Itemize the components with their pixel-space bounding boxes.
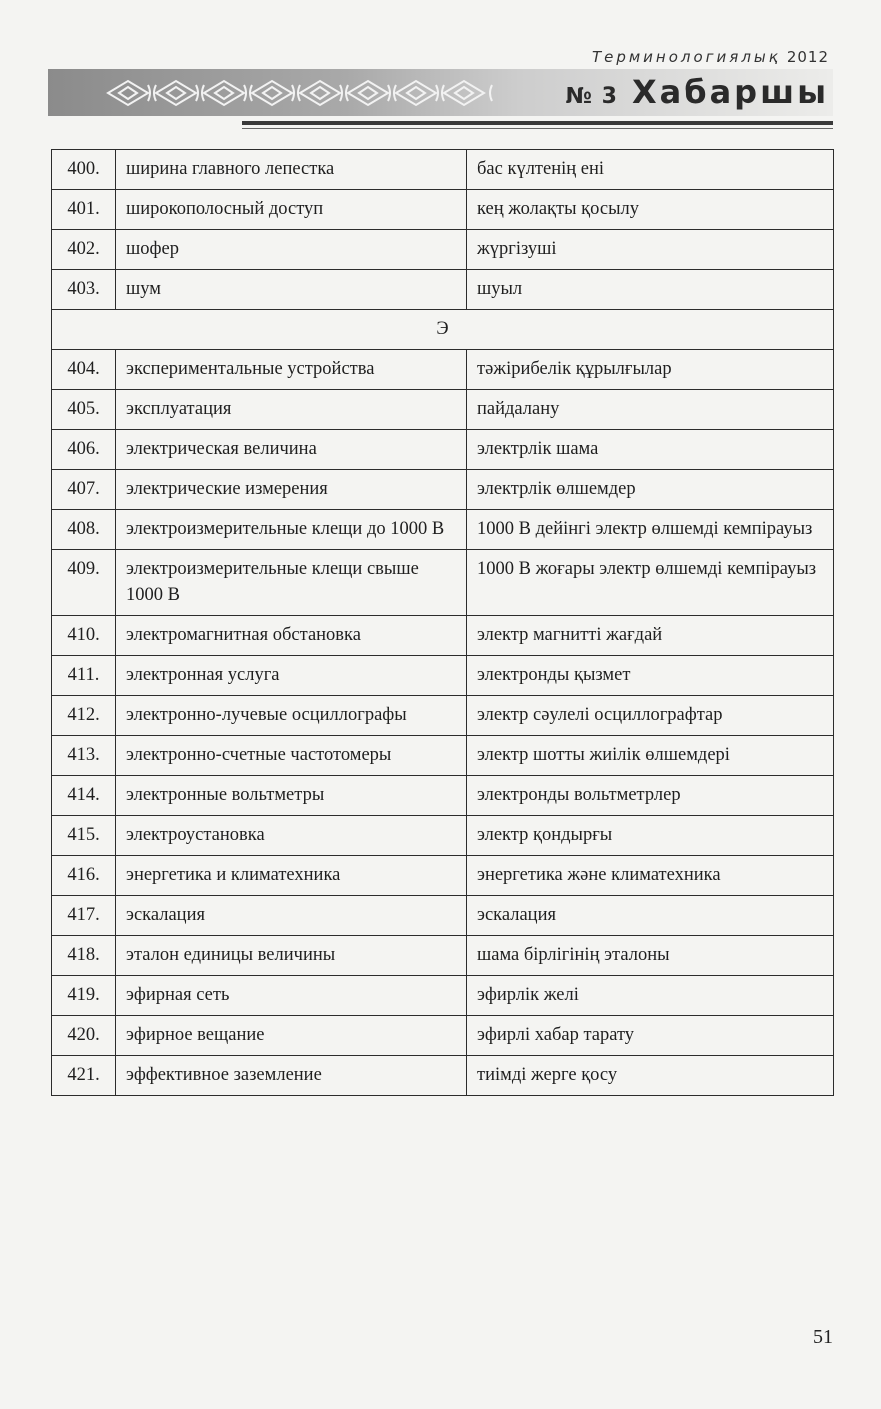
term-russian: шум bbox=[116, 270, 467, 310]
term-kazakh: 1000 В жоғары электр өлшемді кемпірауыз bbox=[467, 550, 834, 616]
table-row bbox=[52, 270, 834, 310]
table-row bbox=[52, 616, 834, 656]
header-rule-thin bbox=[242, 128, 833, 129]
table-row bbox=[52, 776, 834, 816]
term-number: 420. bbox=[52, 1016, 116, 1056]
term-number: 400. bbox=[52, 150, 116, 190]
term-number: 409. bbox=[52, 550, 116, 616]
table-row bbox=[52, 350, 834, 390]
term-kazakh: кең жолақты қосылу bbox=[467, 190, 834, 230]
term-kazakh: шуыл bbox=[467, 270, 834, 310]
term-russian: электронно-счетные частотомеры bbox=[116, 736, 467, 776]
term-russian: электронная услуга bbox=[116, 656, 467, 696]
table-row bbox=[52, 696, 834, 736]
term-kazakh: энергетика және климатехника bbox=[467, 856, 834, 896]
issue-heading bbox=[566, 73, 829, 111]
term-russian: эскалация bbox=[116, 896, 467, 936]
table-row bbox=[52, 816, 834, 856]
table-row bbox=[52, 470, 834, 510]
term-kazakh: шама бірлігінің эталоны bbox=[467, 936, 834, 976]
terms-table bbox=[51, 149, 834, 1096]
table-row bbox=[52, 190, 834, 230]
term-russian: электронные вольтметры bbox=[116, 776, 467, 816]
table-row bbox=[52, 896, 834, 936]
term-kazakh: электр магнитті жағдай bbox=[467, 616, 834, 656]
term-number: 408. bbox=[52, 510, 116, 550]
term-russian: электроизмерительные клещи свыше 1000 В bbox=[116, 550, 467, 616]
table-row bbox=[52, 736, 834, 776]
term-russian: эффективное заземление bbox=[116, 1056, 467, 1096]
term-number: 402. bbox=[52, 230, 116, 270]
term-russian: эксплуатация bbox=[116, 390, 467, 430]
term-number: 411. bbox=[52, 656, 116, 696]
header-banner bbox=[48, 69, 833, 116]
term-number: 407. bbox=[52, 470, 116, 510]
term-russian: широкополосный доступ bbox=[116, 190, 467, 230]
term-kazakh: электр шотты жиілік өлшемдері bbox=[467, 736, 834, 776]
term-russian: энергетика и климатехника bbox=[116, 856, 467, 896]
term-kazakh: жүргізуші bbox=[467, 230, 834, 270]
table-row bbox=[52, 390, 834, 430]
term-number: 421. bbox=[52, 1056, 116, 1096]
table-row bbox=[52, 430, 834, 470]
term-number: 418. bbox=[52, 936, 116, 976]
term-kazakh: эфирлі хабар тарату bbox=[467, 1016, 834, 1056]
term-russian: эфирное вещание bbox=[116, 1016, 467, 1056]
term-number: 401. bbox=[52, 190, 116, 230]
table-row bbox=[52, 976, 834, 1016]
term-kazakh: пайдалану bbox=[467, 390, 834, 430]
issue-number: № 3 bbox=[565, 84, 618, 109]
term-number: 414. bbox=[52, 776, 116, 816]
table-row bbox=[52, 1056, 834, 1096]
table-row bbox=[52, 936, 834, 976]
table-row bbox=[52, 150, 834, 190]
term-russian: электроустановка bbox=[116, 816, 467, 856]
header-rule bbox=[242, 121, 833, 125]
term-russian: эфирная сеть bbox=[116, 976, 467, 1016]
ornament-pattern bbox=[106, 77, 506, 109]
term-russian: электроизмерительные клещи до 1000 В bbox=[116, 510, 467, 550]
table-row bbox=[52, 230, 834, 270]
term-kazakh: 1000 В дейінгі электр өлшемді кемпірауыз bbox=[467, 510, 834, 550]
term-number: 419. bbox=[52, 976, 116, 1016]
term-kazakh: электронды вольтметрлер bbox=[467, 776, 834, 816]
term-russian: эталон единицы величины bbox=[116, 936, 467, 976]
term-number: 403. bbox=[52, 270, 116, 310]
term-number: 406. bbox=[52, 430, 116, 470]
term-kazakh: электрлік өлшемдер bbox=[467, 470, 834, 510]
term-kazakh: эскалация bbox=[467, 896, 834, 936]
term-kazakh: эфирлік желі bbox=[467, 976, 834, 1016]
table-row bbox=[52, 656, 834, 696]
journal-name: Терминологиялық bbox=[591, 48, 781, 66]
term-russian: экспериментальные устройства bbox=[116, 350, 467, 390]
term-kazakh: электр сәулелі осциллографтар bbox=[467, 696, 834, 736]
table-row bbox=[52, 1016, 834, 1056]
term-kazakh: электрлік шама bbox=[467, 430, 834, 470]
term-kazakh: электр қондырғы bbox=[467, 816, 834, 856]
bulletin-name: Хабаршы bbox=[631, 73, 829, 111]
term-kazakh: бас күлтенің ені bbox=[467, 150, 834, 190]
term-russian: шофер bbox=[116, 230, 467, 270]
term-kazakh: тиімді жерге қосу bbox=[467, 1056, 834, 1096]
term-number: 416. bbox=[52, 856, 116, 896]
term-number: 412. bbox=[52, 696, 116, 736]
term-kazakh: электронды қызмет bbox=[467, 656, 834, 696]
term-kazakh: тәжірибелік құрылғылар bbox=[467, 350, 834, 390]
term-number: 404. bbox=[52, 350, 116, 390]
term-number: 415. bbox=[52, 816, 116, 856]
journal-year: 2012 bbox=[786, 48, 829, 66]
section-letter: Э bbox=[52, 310, 834, 350]
term-number: 405. bbox=[52, 390, 116, 430]
term-russian: электромагнитная обстановка bbox=[116, 616, 467, 656]
term-number: 410. bbox=[52, 616, 116, 656]
terms-rows-sh bbox=[52, 150, 834, 310]
journal-title bbox=[592, 48, 829, 66]
table-row bbox=[52, 550, 834, 616]
term-russian: электрические измерения bbox=[116, 470, 467, 510]
terms-rows-e bbox=[52, 350, 834, 1096]
term-number: 417. bbox=[52, 896, 116, 936]
term-russian: электрическая величина bbox=[116, 430, 467, 470]
page-number: 51 bbox=[813, 1326, 833, 1348]
table-row bbox=[52, 856, 834, 896]
table-row bbox=[52, 510, 834, 550]
term-russian: электронно-лучевые осциллографы bbox=[116, 696, 467, 736]
term-number: 413. bbox=[52, 736, 116, 776]
section-row bbox=[52, 310, 834, 350]
term-russian: ширина главного лепестка bbox=[116, 150, 467, 190]
